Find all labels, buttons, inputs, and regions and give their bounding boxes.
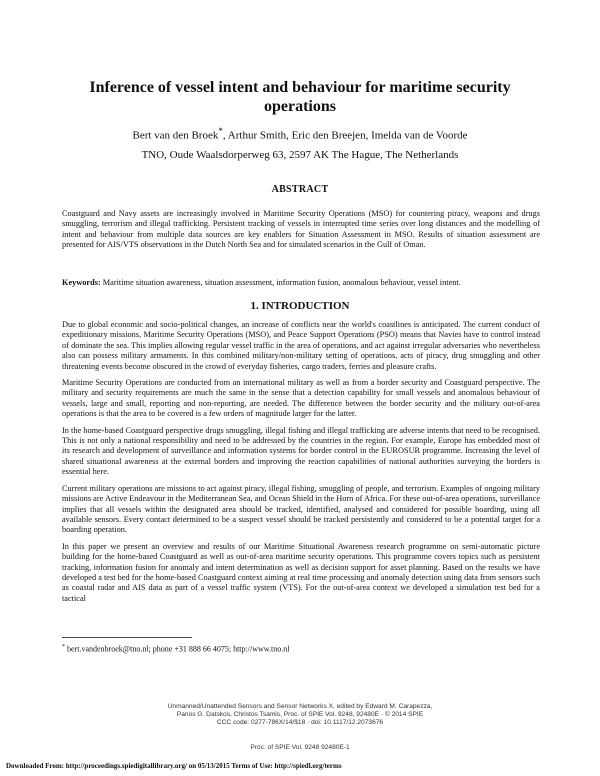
paragraph: Current military operations are missions to act against piracy, illegal fishing, smuggling of people, and terrorism. Examples of ongoing military missions are Active Endeavour in the Mediterranean Sea, and Ocean Shield in the Horn of Africa. For these out-of-area operations, surveillance implies that all vessels within the designated area should be tracked, identified, analysed and considered for possible boarding, using all available sensors. Every contact determined to be a suspect vessel should be tracked persistently and considered to be a potential target for a boarding operation. <box>62 483 540 535</box>
footnote-text: bert.vandenbroek@tno.nl; phone +31 888 66 4075; http://www.tno.nl <box>65 644 290 654</box>
co-authors: , Arthur Smith, Eric den Breejen, Imelda van de Voorde <box>222 129 468 142</box>
section-heading: 1. INTRODUCTION <box>250 300 350 312</box>
affiliation: TNO, Oude Waalsdorperweg 63, 2597 AK The Hague, The Netherlands <box>141 149 459 161</box>
citation-line: Panos G. Datskos, Christos Tsamis, Proc. of SPIE Vol. 9248, 92480E · © 2014 SPIE <box>176 711 424 719</box>
citation-line: CCC code: 0277-786X/14/$18 · doi: 10.1117/12.2073676 <box>216 719 384 727</box>
page-footer: Proc. of SPIE Vol. 9248 92480E-1 <box>250 744 350 751</box>
abstract-text: Coastguard and Navy assets are increasingly involved in Maritime Security Operations (MSO) for countering piracy, weapons and drugs smuggling, terrorism and illegal trafficking. Persistent tracking of vessels in interrupted time series over long distances and the modelling of intent and behaviour from multiple data sources are key enablers for Situation Assessment in MSO. Results of situation assessment are presented for AIS/VTS observations in the Dutch North Sea and for simulated scenarios in the Gulf of Oman. <box>62 209 540 250</box>
footnote-divider <box>62 637 192 638</box>
paragraph: In this paper we present an overview and results of our Maritime Situational Awareness research programme on semi-automatic picture building for the home-based Coastguard as well as out-of-area maritime security operations. This programme covers topics such as persistent tracking, information fusion for anomaly and intent determination as well as decision support for asset planning. Based on the results we have developed a test bed for the home-based Coastguard context aiming at real time processing and anomaly detection using data from sensors such as coastal radar and AIS data as part of a vessel traffic system (VTS). For the out-of-area context we developed a simulation test bed for a tactical <box>62 541 540 603</box>
footnote-mark: * <box>62 644 65 650</box>
paragraph: Due to global economic and socio-political changes, an increase of conflicts near the world's coastlines is anticipated. The current conduct of expeditionary missions, Maritime Security Operations (MSO), and Peace Support Operations (PSO) means that Navies have to control instead of dominate the sea. This implies allowing regular vessel traffic in the area of operations, and act against irregular adversaries who nevertheless also can possess military armaments. In this combined military/non-military setting of operations, acts of piracy, drug smuggling and other threatening events become obscured in the crowd of everyday fisheries, cargo traders, ferries and pleasure crafts. <box>62 320 540 371</box>
author-list <box>40 124 560 143</box>
paragraph: In the home-based Coastguard perspective drugs smuggling, illegal fishing and illegal trafficking are adverse intents that need to be recognised. This is not only a national responsibility and need to be addressed by the countries in the region. For example, Europe has embedded most of its research and development of surveillance and information systems for border control in the EUROSUR programme. Increasing the level of shared situational awareness at the external borders and improving the reaction capabilities of national authorities surveying the borders is essential here. <box>62 425 540 477</box>
footnote <box>62 642 289 655</box>
download-notice: Downloaded From: http://proceedings.spiedigitallibrary.org/ on 05/13/2015 Terms of Use: http://spiedl.org/terms <box>6 762 342 770</box>
abstract-heading: ABSTRACT <box>271 184 329 195</box>
conference-citation <box>80 703 520 728</box>
author-footnote-mark: * <box>218 126 223 136</box>
keywords-label: Keywords: <box>62 278 101 287</box>
keywords-text: Maritime situation awareness, situation assessment, information fusion, anomalous behaviour, vessel intent. <box>102 278 461 287</box>
citation-line: Unmanned/Unattended Sensors and Sensor Networks X, edited by Edward M. Carapezza, <box>167 703 433 710</box>
paragraph: Maritime Security Operations are conducted from an international military as well as from a border security and Coastguard perspective. The military and security requirements are much the same in the sense that a detection capability for small vessels and anomalous behaviour of vessels, large and small, reporting and non-reporting, are needed. The difference between the border security and the military out-of-area operations is that the area to be covered is a few orders of magnitude larger for the latter. <box>62 378 540 419</box>
first-author: Bert van den Broek <box>132 129 219 142</box>
introduction-body <box>62 320 540 610</box>
paper-title: Inference of vessel intent and behaviour for maritime security operations <box>89 79 511 115</box>
keywords <box>62 278 540 288</box>
